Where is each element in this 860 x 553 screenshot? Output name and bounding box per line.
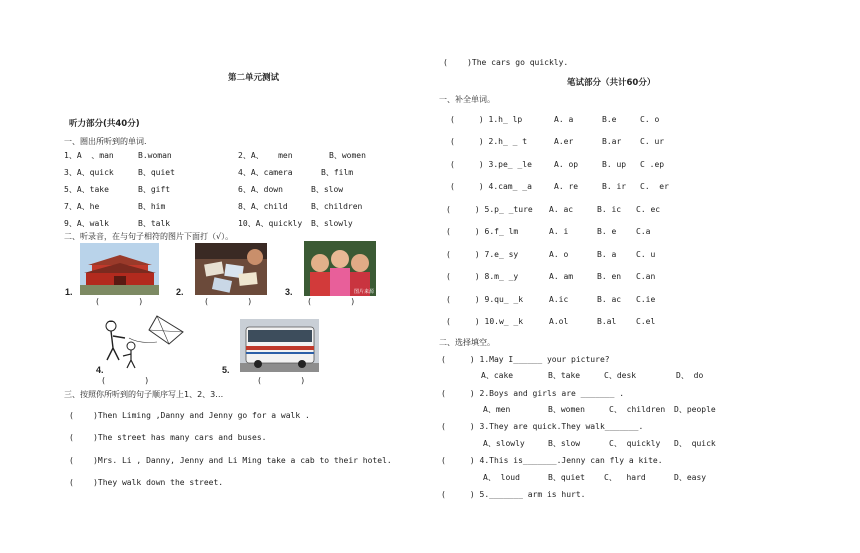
choice-b: B、him bbox=[138, 202, 166, 211]
option-a: A、slowly bbox=[483, 439, 525, 448]
answer-paren-5: ( ) bbox=[257, 376, 306, 385]
choice-b: B、slow bbox=[311, 185, 344, 194]
choice-a: 10、A、quickly bbox=[238, 219, 303, 228]
choice-b: B、children bbox=[311, 202, 363, 211]
choice-a: 8、A、child bbox=[238, 202, 288, 211]
spelling-question: ( ) 1.h_ lp bbox=[450, 115, 523, 124]
option-b: B.ar bbox=[602, 137, 622, 146]
spelling-question: ( ) 4.cam_ _a bbox=[450, 182, 532, 191]
option-c: C. er bbox=[640, 182, 669, 191]
choice-b: B、film bbox=[321, 168, 354, 177]
photos-on-table-picture bbox=[195, 243, 267, 295]
option-b: B. ic bbox=[597, 205, 622, 214]
children-group-picture bbox=[304, 241, 376, 296]
choice-b: B、quiet bbox=[138, 168, 175, 177]
writing-s1-title: 一、补全单词。 bbox=[439, 95, 495, 104]
choice-a: 3、A、quick bbox=[64, 168, 114, 177]
choice-b: B、women bbox=[329, 151, 366, 160]
writing-s2-title: 二、选择填空。 bbox=[439, 338, 495, 347]
option-c: C、 quickly bbox=[609, 439, 661, 448]
order-item-2: ( )The street has many cars and buses. bbox=[69, 433, 267, 442]
spelling-question: ( ) 10.w_ _k bbox=[446, 317, 524, 326]
option-a: A、cake bbox=[481, 371, 514, 380]
option-b: B. ac bbox=[597, 295, 622, 304]
option-a: A. o bbox=[549, 250, 569, 259]
option-a: A.er bbox=[554, 137, 574, 146]
option-a: A、men bbox=[483, 405, 511, 414]
photo-caption: 图片来源 bbox=[353, 289, 374, 295]
spelling-question: ( ) 7.e_ sy bbox=[446, 250, 519, 259]
option-c: C.el bbox=[636, 317, 656, 326]
option-c: C、 hard bbox=[604, 473, 646, 482]
choice-b: B、talk bbox=[138, 219, 171, 228]
choice-question: ( ) 3.They are quick.They walk_______. bbox=[441, 422, 644, 431]
option-a: A. ac bbox=[549, 205, 574, 214]
option-b: B. ir bbox=[602, 182, 627, 191]
order-item-4: ( )They walk down the street. bbox=[69, 478, 224, 487]
choice-a: 5、A、take bbox=[64, 185, 109, 194]
option-c: C.an bbox=[636, 272, 656, 281]
choice-question: ( ) 4.This is_______.Jenny can fly a kite. bbox=[441, 456, 663, 465]
option-b: B. e bbox=[597, 227, 617, 236]
page-title: 第二单元测试 bbox=[228, 73, 280, 83]
picture-label-4: 4. bbox=[96, 365, 104, 375]
listening-s3-title: 三、按照你所听到的句子顺序写上1、2、3… bbox=[64, 390, 224, 399]
choice-a: 2、A、 men bbox=[238, 151, 293, 160]
option-b: B. a bbox=[597, 250, 617, 259]
picture-label-1: 1. bbox=[65, 287, 73, 297]
kite-boy-picture bbox=[99, 310, 185, 370]
answer-paren-3: ( ) bbox=[307, 297, 356, 306]
option-b: B、women bbox=[548, 405, 585, 414]
choice-a: 6、A、down bbox=[238, 185, 283, 194]
option-c: C. o bbox=[640, 115, 660, 124]
option-c: C、desk bbox=[604, 371, 637, 380]
spelling-question: ( ) 8.m_ _y bbox=[446, 272, 519, 281]
option-a: A. op bbox=[554, 160, 579, 169]
spelling-question: ( ) 3.pe_ _le bbox=[450, 160, 532, 169]
option-a: A. i bbox=[549, 227, 569, 236]
choice-b: B、gift bbox=[138, 185, 171, 194]
option-d: D、easy bbox=[674, 473, 707, 482]
listening-heading: 听力部分(共40分) bbox=[69, 119, 140, 129]
picture-label-2: 2. bbox=[176, 287, 184, 297]
option-a: A. re bbox=[554, 182, 579, 191]
choice-question: ( ) 1.May I______ your picture? bbox=[441, 355, 610, 364]
bus-picture bbox=[240, 319, 319, 372]
order-item-5: ( )The cars go quickly. bbox=[443, 58, 569, 67]
option-a: A. a bbox=[554, 115, 574, 124]
option-b: B、quiet bbox=[548, 473, 585, 482]
option-c: C.ie bbox=[636, 295, 656, 304]
option-c: C、 children bbox=[609, 405, 666, 414]
spelling-question: ( ) 5.p_ _ture bbox=[446, 205, 533, 214]
option-c: C. ec bbox=[636, 205, 661, 214]
option-b: B、slow bbox=[548, 439, 581, 448]
choice-a: 7、A、he bbox=[64, 202, 100, 211]
order-item-1: ( )Then Liming ,Danny and Jenny go for a walk . bbox=[69, 411, 310, 420]
option-d: D、 do bbox=[676, 371, 704, 380]
listening-s2-title: 二、听录音，在与句子相符的图片下面打（√）。 bbox=[64, 232, 234, 241]
choice-a: 1、A 、man bbox=[64, 151, 114, 160]
option-b: B.al bbox=[597, 317, 617, 326]
tiananmen-picture bbox=[80, 243, 159, 295]
picture-label-5: 5. bbox=[222, 365, 230, 375]
spelling-question: ( ) 6.f_ lm bbox=[446, 227, 519, 236]
option-a: A. am bbox=[549, 272, 574, 281]
choice-a: 9、A、walk bbox=[64, 219, 109, 228]
answer-paren-1: ( ) bbox=[95, 297, 144, 306]
option-c: C .ep bbox=[640, 160, 665, 169]
option-c: C. u bbox=[636, 250, 656, 259]
option-d: D、people bbox=[674, 405, 716, 414]
choice-question: ( ) 5._______ arm is hurt. bbox=[441, 490, 586, 499]
choice-b: B.woman bbox=[138, 151, 172, 160]
option-b: B. up bbox=[602, 160, 627, 169]
option-a: A.ic bbox=[549, 295, 569, 304]
option-d: D、 quick bbox=[674, 439, 716, 448]
choice-b: B、slowly bbox=[311, 219, 353, 228]
answer-paren-4: ( ) bbox=[101, 376, 150, 385]
listening-s1-title: 一、圈出所听到的单词. bbox=[64, 137, 147, 146]
option-c: C.a bbox=[636, 227, 651, 236]
option-c: C. ur bbox=[640, 137, 665, 146]
spelling-question: ( ) 2.h_ _ t bbox=[450, 137, 528, 146]
choice-question: ( ) 2.Boys and girls are _______ . bbox=[441, 389, 625, 398]
order-item-3: ( )Mrs. Li , Danny, Jenny and Li Ming take a cab to their hotel. bbox=[69, 456, 392, 465]
picture-label-3: 3. bbox=[285, 287, 293, 297]
spelling-question: ( ) 9.qu_ _k bbox=[446, 295, 524, 304]
option-b: B. en bbox=[597, 272, 622, 281]
option-a: A.ol bbox=[549, 317, 569, 326]
option-a: A、 loud bbox=[483, 473, 520, 482]
writing-heading: 笔试部分（共计60分） bbox=[567, 78, 656, 88]
option-b: B、take bbox=[548, 371, 581, 380]
option-b: B.e bbox=[602, 115, 617, 124]
choice-a: 4、A、camera bbox=[238, 168, 293, 177]
answer-paren-2: ( ) bbox=[204, 297, 253, 306]
